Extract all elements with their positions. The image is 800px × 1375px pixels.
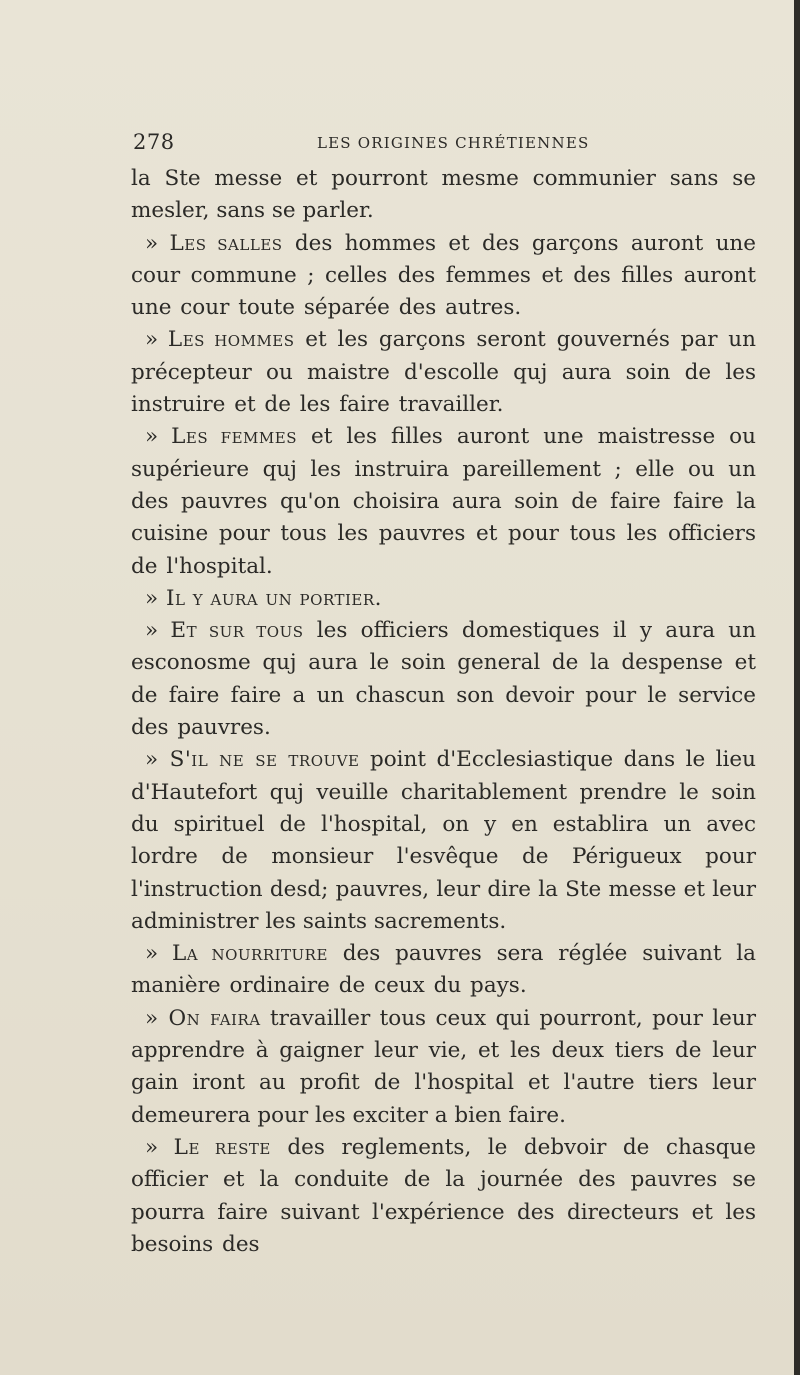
paragraph-5-lead: » Il y aura un portier. [145, 585, 382, 611]
paragraph-2-lead: » Les salles [145, 230, 283, 256]
paragraph-4-text: et les filles auront une maistresse ou supérieure quj les instruira pareillement ; elle ou un des pauvres qu'on choisira aura soin de faire faire la cuisine pour tous les pauvres et pour tous les officiers de l'hospital. [131, 424, 756, 579]
paragraph-6 [131, 615, 756, 744]
paragraph-9-text: travailler tous ceux qui pourront, pour leur apprendre à gaigner leur vie, et les deux tiers de leur gain iront au profit de l'hospital et l'autre tiers leur demeurera pour les exciter a bien faire. [131, 1005, 756, 1128]
paragraph-2-text: des hommes et des garçons auront une cour commune ; celles des femmes et des filles auront une cour toute séparée des autres. [131, 230, 756, 321]
paragraph-8-text: des pauvres sera réglée suivant la manière ordinaire de ceux du pays. [131, 941, 756, 999]
paragraph-7-text: point d'Ecclesiastique dans le lieu d'Hautefort quj veuille charitablement prendre le soin du spirituel de l'hospital, on y en establira un avec lordre de monsieur l'esvêque de Périgueux pour l'instruction desd; pauvres, leur dire la Ste messe et leur administrer les saints sacrements. [131, 747, 756, 934]
paragraph-4 [131, 421, 756, 582]
paragraph-10-text: des reglements, le debvoir de chasque officier et la conduite de la journée des pauvres se pourra faire suivant l'expérience des directeurs et les besoins des [131, 1134, 756, 1257]
paragraph-3-text: et les garçons seront gouvernés par un précepteur ou maistre d'escolle quj aura soin de les instruire et de les faire travailler. [131, 327, 756, 418]
paragraph-9-lead: » On faira [145, 1005, 261, 1031]
paragraph-6-lead: » Et sur tous [145, 618, 304, 644]
paragraph-10-lead: » Le reste [145, 1134, 271, 1160]
body-text [131, 163, 756, 1261]
paragraph-9 [131, 1003, 756, 1132]
paragraph-7 [131, 744, 756, 938]
paragraph-3-lead: » Les hommes [145, 327, 295, 353]
paragraph-7-lead: » S'il ne se trouve [145, 747, 360, 773]
page-number: 278 [133, 130, 175, 154]
paragraph-4-lead: » Les femmes [145, 424, 297, 450]
page-header [133, 130, 753, 156]
running-title: LES ORIGINES CHRÉTIENNES [317, 134, 590, 152]
paragraph-8 [131, 938, 756, 1003]
paragraph-6-text: les officiers domestiques il y aura un esconosme quj aura le soin general de la despense et de faire faire a un chascun son devoir pour le service des pauvres. [131, 618, 756, 741]
paragraph-5 [131, 583, 756, 615]
paragraph-2 [131, 228, 756, 325]
paragraph-1 [131, 163, 756, 228]
paragraph-3 [131, 324, 756, 421]
paragraph-1-text: la Ste messe et pourront mesme communier sans se mesler, sans se parler. [131, 166, 756, 224]
paragraph-10 [131, 1132, 756, 1261]
paragraph-8-lead: » La nourriture [145, 941, 328, 967]
